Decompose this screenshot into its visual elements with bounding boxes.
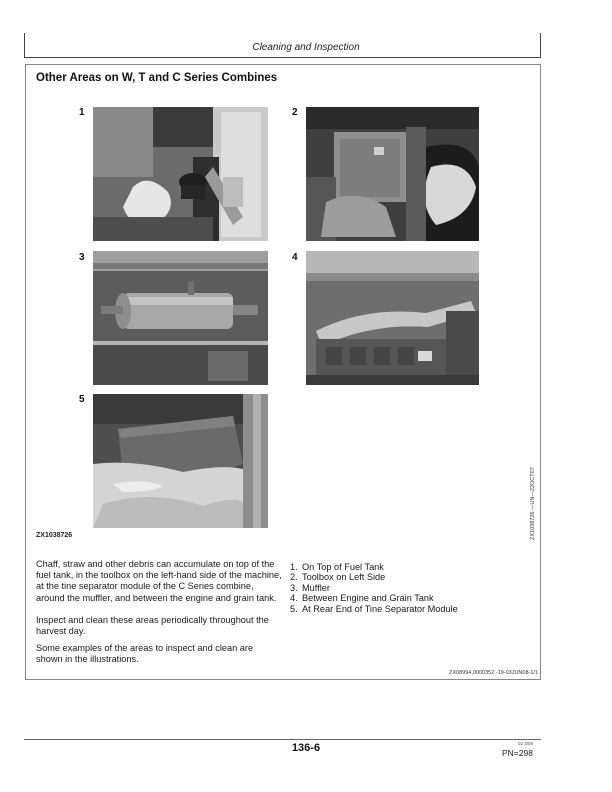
legend-item-text: Toolbox on Left Side [302,572,386,583]
body-paragraph-1: Chaff, straw and other debris can accumulate on top of the fuel tank, in the toolbox on the left-hand side of the machine, at the tine separator module of the C Series combine, around the muffler, and between the engine and grain tank. [36,559,282,603]
section-title: Other Areas on W, T and C Series Combines [36,72,278,84]
figure-number-1: 1 [79,107,85,118]
body-paragraph-3: Some examples of the areas to inspect and clean are shown in the illustrations. [36,643,254,665]
footer-code: 02 3/09 [518,741,534,746]
photo-engine-grain-tank [306,251,479,385]
legend-item-text: On Top of Fuel Tank [302,562,384,572]
legend-item-number: 1. [290,562,298,572]
photo-toolbox-left-side [306,107,479,241]
legend-item-text: Between Engine and Grain Tank [302,593,434,604]
legend-item-number: 4. [290,593,298,604]
legend-item-text: Muffler [302,582,330,593]
body-paragraph-2: Inspect and clean these areas periodically throughout the harvest day. [36,615,269,637]
legend-item [290,583,530,593]
photo-fuel-tank-top [93,107,268,241]
photo-tine-separator-rear [93,394,268,528]
document-reference: ZX08994,0000352 -19-03JUN08-1/1 [449,670,538,676]
footer-rule [24,739,541,740]
legend-item [290,593,530,603]
figure-reference: ZX1038726 [36,532,73,539]
legend-item [290,604,530,614]
header-title: Cleaning and Inspection [252,42,360,53]
part-number: PN=298 [502,748,533,758]
photo-muffler [93,251,268,385]
legend-item-number: 5. [290,603,298,614]
figure-legend [290,562,530,614]
page-number: 136-6 [291,742,321,754]
legend-item [290,562,530,572]
figure-number-4: 4 [292,252,298,263]
vertical-figure-reference: ZX1038726 —UN—22OCT07 [530,467,536,540]
legend-item-number: 2. [290,572,298,583]
legend-item [290,572,530,582]
figure-number-2: 2 [292,107,298,118]
figure-number-5: 5 [79,394,85,405]
legend-item-number: 3. [290,582,298,593]
figure-number-3: 3 [79,252,85,263]
header-rule-bottom [24,57,541,58]
legend-item-text: At Rear End of Tine Separator Module [302,603,458,614]
